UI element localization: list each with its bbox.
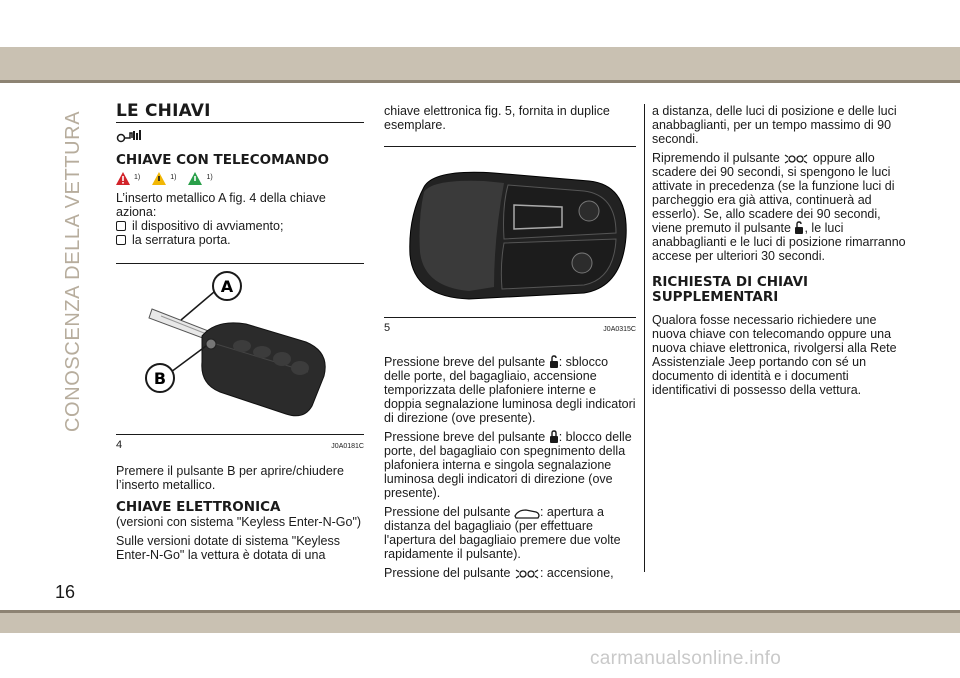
- elec-text: Sulle versioni dotate di sistema "Keyless Enter-N-Go" la vettura è dotata di una: [116, 534, 340, 562]
- section-side-title: CONOSCENZA DELLA VETTURA: [62, 110, 84, 432]
- subtitle-richiesta: RICHIESTA DI CHIAVI SUPPLEMENTARI: [652, 274, 809, 305]
- col2-cont: chiave elettronica fig. 5, fornita in duplice esemplare.: [384, 104, 610, 132]
- top-rule: [0, 80, 960, 83]
- key-icon: [116, 129, 364, 145]
- column-rule: [644, 104, 645, 572]
- figure-code: J0A0181C: [331, 443, 364, 450]
- intro-text: L’inserto metallico A fig. 4 della chiave azionа:: [116, 191, 326, 219]
- page-title: LE CHIAVI: [116, 101, 211, 121]
- trunk-icon: [514, 507, 540, 519]
- figure-code: J0A0315C: [603, 326, 636, 333]
- top-band: [0, 47, 960, 80]
- para-unlock: Pressione breve del pulsante : sblocco delle porte, del bagagliaio, accensione temporizzata delle plafoniere interne e doppia segnalazione luminosa degli indicatori di direzione (ove presente).: [384, 355, 636, 425]
- warning-ref: 1): [170, 174, 177, 181]
- para-lights: Pressione del pulsante : accensione,: [384, 566, 614, 580]
- checkbox-bullet-icon: [116, 221, 126, 231]
- warning-refs: [116, 171, 364, 185]
- subtitle-telecomando: CHIAVE CON TELECOMANDO: [116, 152, 330, 168]
- callout-b: B: [153, 369, 167, 388]
- warning-red-icon: [116, 172, 130, 185]
- figure-4-caption: [116, 434, 364, 454]
- smart-key-illustration: [384, 147, 636, 317]
- para-trunk: Pressione del pulsante : apertura a distanza del bagagliaio (per effettuare l'apertura del bagagliaio premere due volte rapidamente il pulsante).: [384, 505, 621, 561]
- bullet-item: la serratura porta.: [116, 233, 364, 247]
- lights-icon: [783, 153, 809, 165]
- figure-number: 5: [384, 322, 391, 334]
- col3-cont: a distanza, delle luci di posizione e delle luci anabbaglianti, per un tempo massimo di 90 secondi.: [652, 104, 897, 146]
- title-rule: [116, 122, 364, 123]
- warning-yellow-icon: [152, 172, 166, 185]
- req-text: Qualora fosse necessario richiedere une nuova chiave con telecomando oppure una nuova chiave elettronica, rivolgersi alla Rete Assistenziale Jeep portando con sé un documento di identità e i documenti identificativi di possesso della vettura.: [652, 313, 897, 397]
- watermark: carmanualsonline.info: [590, 648, 782, 669]
- bullet-item: il dispositivo di avviamento;: [116, 219, 364, 233]
- flip-key-illustration: [116, 264, 364, 434]
- warning-ref: 1): [134, 174, 141, 181]
- checkbox-bullet-icon: [116, 235, 126, 245]
- elec-versions: (versioni con sistema "Keyless Enter-N-Go"): [116, 515, 362, 529]
- column-3: [652, 104, 907, 402]
- lock-icon: [549, 430, 559, 444]
- bottom-band: [0, 613, 960, 633]
- figure-5: [384, 146, 636, 317]
- figure-number: 4: [116, 439, 123, 451]
- lights-icon: [514, 568, 540, 580]
- unlock-icon: [794, 221, 804, 235]
- press-text: Premere il pulsante B per aprire/chiudere l’inserto metallico.: [116, 464, 344, 492]
- warning-ref: 1): [206, 174, 213, 181]
- subtitle-elettronica: CHIAVE ELETTRONICA: [116, 499, 281, 515]
- figure-5-caption: [384, 317, 636, 337]
- page-number: 16: [55, 582, 76, 602]
- para-lock: Pressione breve del pulsante : blocco delle porte, del bagagliaio con spegnimento della plafoniera interna e singola segnalazione luminosa degli indicatori di direzione (ove presente).: [384, 430, 632, 500]
- figure-4: [116, 263, 364, 434]
- callout-a: A: [220, 277, 234, 296]
- column-2: [384, 104, 636, 585]
- unlock-icon: [549, 355, 559, 369]
- column-1: [116, 92, 364, 567]
- warning-green-icon: [188, 172, 202, 185]
- para-repress: Ripremendo il pulsante oppure allo scadere dei 90 secondi, si spengono le luci attivate in precedenza (se la funzione luci di parcheggio era già attiva, continuerà ad esserlo). Se, allo scadere dei 90 secondi, viene premuto il pulsante , le luci anabbaglianti e le luci di posizione rimarranno accese per ulteriori 30 secondi.: [652, 151, 906, 263]
